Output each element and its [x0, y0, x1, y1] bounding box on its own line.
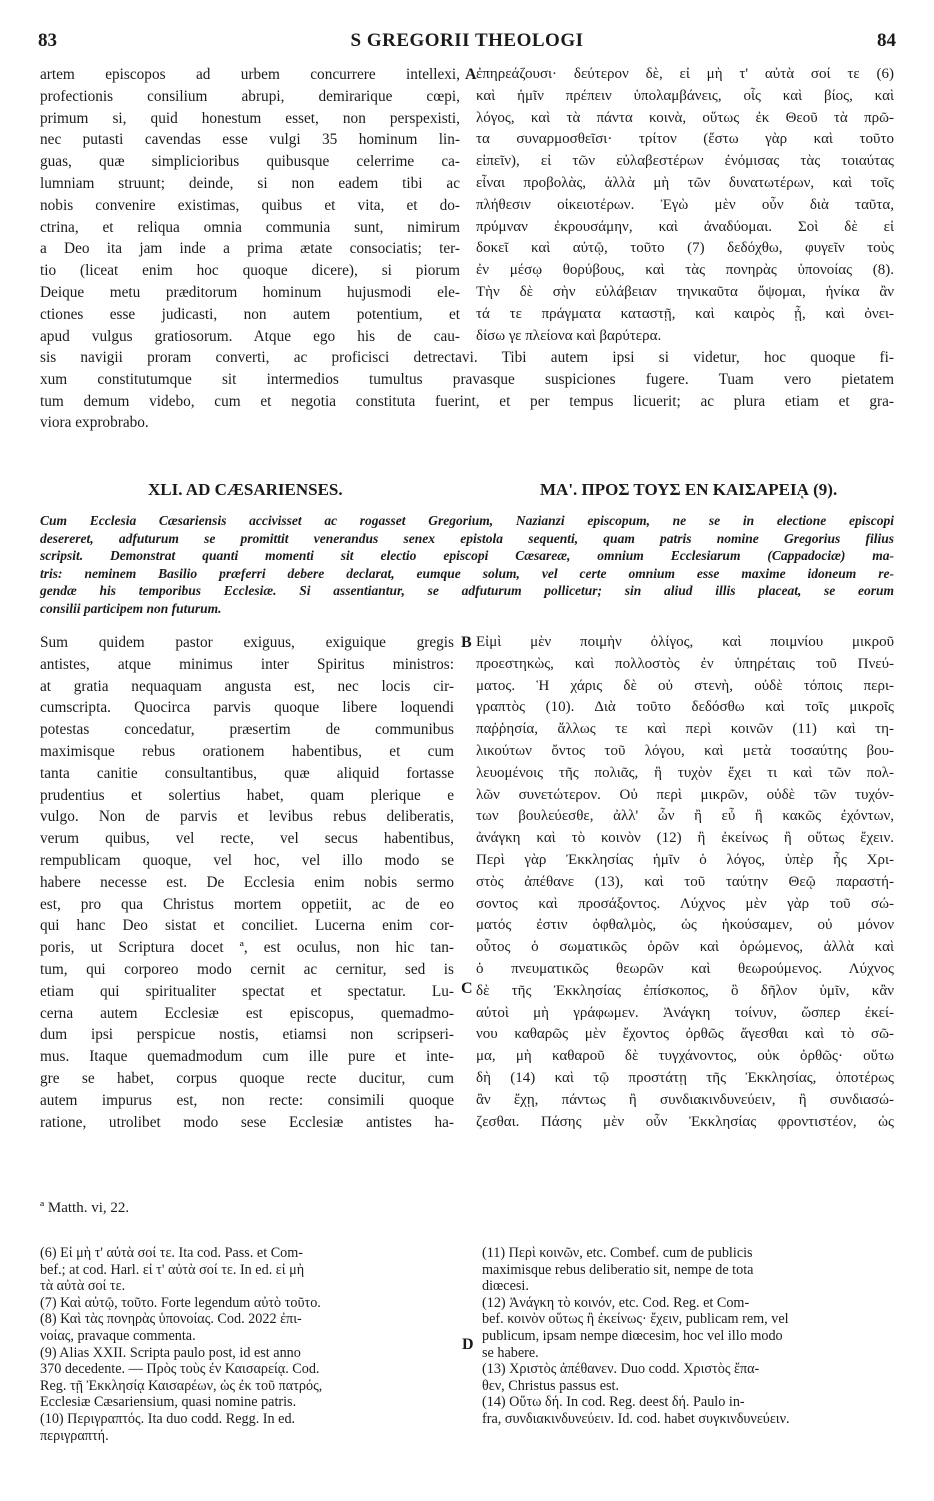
greek-text-line: Τὴν δὲ σὴν εὐλάβειαν τηνικαῦτα ὄψομαι, ἡνίκα ἂν [476, 283, 894, 300]
latin-text-line: Sum quidem pastor exiguus, exiguique gregis [40, 634, 454, 651]
page-number-right: 84 [877, 30, 896, 51]
latin-text-line: vulgo. Non de parvis et levibus rebus deliberatis, [40, 808, 454, 826]
full-width-text-line: sis navigii proram converti, ac proficisci detrectavi. Tibi autem ipsi si videtur, hoc quoque fi- [40, 349, 894, 366]
greek-text-line: δὲ τῆς Ἐκκλησίας ἐπίσκοπος, ὃ δῆλον ὑμῖν, κἂν [476, 982, 894, 999]
running-title: S GREGORII THEOLOGI [350, 30, 584, 51]
footnote-line: (11) Περὶ κοινῶν, etc. Combef. cum de publicis [482, 1245, 753, 1261]
greek-text-line: Εἰμὶ μὲν ποιμὴν ὀλίγος, καὶ ποιμνίου μικροῦ [476, 634, 894, 650]
greek-text-line: ἂν ἔχῃ, πάντως ἢ συνδιακινδυνεύειν, ἢ συνδιασώ- [476, 1091, 894, 1108]
greek-text-line: Περὶ γὰρ Ἐκκλησίας ἡμῖν ὁ λόγος, ὑπὲρ ἧς Χρι- [476, 851, 894, 868]
greek-text-line: τα συναρμοσθεῖσι· τρίτον (ἔστω γὰρ καὶ τοῦτο [476, 131, 894, 148]
greek-text-line: σοντος καὶ προσάξοντος. Λύχνος μὲν γὰρ τοῦ σώ- [476, 895, 894, 912]
greek-text-line: τά τε πράγματα καταστῇ, καὶ καιρὸς ᾖ, καὶ ὀνει- [476, 305, 894, 322]
footnote-line: (8) Καὶ τὰς πονηρὰς ὑπονοίας. Cod. 2022 ἐπι- [40, 1311, 302, 1328]
latin-text-line: qui hanc Deo sistat et conciliet. Lucerna enim cor- [40, 917, 454, 935]
greek-text-line: ἐπηρεάζουσι· δεύτερον δὲ, εἰ μὴ τ' αὐτὰ σοί τε (6) [476, 66, 894, 82]
latin-text-line: rempublicam quoque, vel hoc, vel illo modo se [40, 851, 454, 869]
latin-text-line: lumniam struunt; deinde, si non eadem tibi ac [40, 174, 460, 192]
top-full-width-text [40, 347, 894, 434]
latin-text-line: nec putasti cavendas esse vulgi 35 hominum lin- [40, 131, 460, 149]
summary-line: tris: neminem Basilio præferri debere declarat, eumque solum, vel certe omnium esse maxime idoneum re- [40, 565, 894, 581]
greek-text-line: ὁ πνευματικῶς θεωρῶν καὶ θεωρούμενος. Λύχνος [476, 960, 894, 977]
greek-text-line: οὗτος ὁ σωματικῶς ὁρῶν καὶ ὁρώμενος, ἀλλὰ καὶ [476, 939, 894, 956]
footnote-line: 370 decedente. — Πρὸς τοὺς ἐν Καισαρείᾳ. Cod. [40, 1361, 320, 1378]
footnote-line: bef. κοινὸν οὕτως ἢ ἐκείνως· ἔχειν, publicam rem, vel [482, 1311, 789, 1328]
footnote-line: (6) Εἰ μὴ τ' αὐτὰ σοί τε. Ita cod. Pass. et Com- [40, 1245, 304, 1261]
greek-text-line: στὸς ἀπέθανε (13), καὶ τοῦ ταύτην Θεῷ παραστή- [476, 873, 894, 890]
footnote-line: (13) Χριστὸς ἀπέθανεν. Duo codd. Χριστὸς ἔπα- [482, 1361, 760, 1378]
summary-line: consilii participem non futurum. [40, 600, 222, 616]
latin-text-line: dum ipsi perspicue nostis, etiamsi non scripseri- [40, 1026, 454, 1044]
footnotes-left [40, 1245, 452, 1444]
greek-text-line: μα, μὴ καθαροῦ δὲ τυγχάνοντος, οὐκ ὀρθῶς· οὕτω [476, 1048, 894, 1065]
latin-text-line: potestas concedatur, præsertim de communibus [40, 721, 454, 739]
latin-text-line: Deique metu præditorum hominum hujusmodi ele- [40, 283, 460, 301]
footnote-line: θεν, Christus passus est. [482, 1377, 620, 1394]
footnote-line: fra, συνδιακινδυνεύειν. Id. cod. habet συγκινδυνεύειν. [482, 1410, 790, 1427]
footnote-line: (10) Περιγραπτός. Ita duo codd. Regg. In ed. [40, 1410, 296, 1427]
section-latin-heading: XLI. AD CÆSARIENSES. [148, 480, 343, 499]
footnote-line: (12) Ἀνάγκη τὸ κοινόν, etc. Cod. Reg. et Com- [482, 1294, 750, 1311]
greek-text-line: καὶ ἡμῖν πρέπειν ὑπολαμβάνεις, οἷς καὶ βίος, καὶ [476, 87, 894, 104]
footnote-line: νοίας, pravaque commenta. [40, 1327, 196, 1344]
latin-text-line: gre se habet, corpus quoque recte ducitur, cum [40, 1069, 454, 1087]
latin-text-line: at gratia nequaquam angusta est, nec locis cir- [40, 677, 454, 695]
latin-text-line: ctiones esse judicasti, non autem potentium, et [40, 305, 460, 323]
footnote-line: diœcesi. [482, 1278, 529, 1295]
latin-text-line: tio (liceat enim hoc quoque dicere), si piorum [40, 262, 460, 280]
greek-text-line: πρύμναν ἐκρουσάμην, καὶ ἀναδύομαι. Σοὶ δὲ εἰ [476, 218, 894, 235]
top-greek-column [476, 64, 894, 347]
summary-line: gendæ his temporibus Ecclesiæ. Si assentiantur, se adfuturum pollicetur; sin aliud illis placeat, se eorum [40, 583, 894, 598]
greek-text-line: ματος. Ἡ χάρις δὲ οὐ στενὴ, οὐδὲ τόποις περι- [476, 677, 894, 694]
latin-text-line: verum quibus, vel recte, vel secus habentibus, [40, 830, 454, 848]
latin-text-line: mus. Itaque quemadmodum cum ille pure et inte- [40, 1048, 454, 1066]
greek-text-line: ἀνάγκη καὶ τὸ κοινὸν (12) ἢ ἐκείνως ἢ οὕτως ἔχειν. [476, 830, 894, 847]
latin-text-line: a Deo ita jam inde a prima ætate consociatis; ter- [40, 240, 460, 258]
top-latin-column [40, 64, 460, 347]
footnote-line: Ecclesiæ Cæsariensium, quasi nomine patris. [40, 1394, 297, 1411]
footnote-line: (14) Οὕτω δή. In cod. Reg. deest δή. Paulo in- [482, 1394, 745, 1411]
greek-text-line: λευομένοις τῆς πολιᾶς, ἣ τυχὸν ἔχει τι καὶ τῶν πολ- [476, 764, 894, 781]
greek-text-line: εἰπεῖν), εἰ τῶν εὐλαβεστέρων ἐνόμισας τὰς τοιαύτας [476, 153, 894, 170]
latin-text-line: artem episcopos ad urbem concurrere intellexi, [40, 66, 460, 83]
greek-text-line: γραπτὸς (10). Διὰ τοῦτο δεδόσθω καὶ τοῖς μικροῖς [476, 699, 894, 716]
running-header [38, 30, 896, 56]
greek-text-line: ζεσθαι. Πάσης μὲν οὖν Ἐκκλησίας φροντιστέον, ὡς [476, 1113, 894, 1130]
greek-text-line: πλήθεσιν οἰκειοτέρων. Ἐγὼ μὲν οὖν διὰ ταῦτα, [476, 196, 894, 213]
summary-line: scripsit. Demonstrat quanti momenti sit electio episcopi Cæsareæ, omnium Ecclesiarum (Cappadociæ) ma- [40, 548, 894, 563]
margin-marker-d: D [462, 1336, 474, 1353]
latin-text-line: tanta canitie consultantibus, quæ aliquid fortasse [40, 764, 454, 782]
full-width-text-line: viora exprobrabo. [40, 414, 149, 432]
greek-text-line: δὴ (14) καὶ τῷ προστάτῃ τῆς Ἐκκλησίας, ὁποτέρως [476, 1069, 894, 1086]
latin-text-line: antistes, atque minimus inter Spiritus ministros: [40, 655, 454, 673]
latin-text-line: autem impurus est, non recte: consimili quoque [40, 1091, 454, 1109]
epistle-summary [40, 512, 894, 617]
greek-text-line: δοκεῖ καὶ αὐτῷ, τοῦτο (7) δεδόχθω, φυγεῖν τοὺς [476, 240, 894, 257]
latin-text-line: est, pro qua Christus mortem oppetiit, ac de eo [40, 895, 454, 913]
latin-text-line: cerna autem Ecclesiæ est episcopus, quemadmo- [40, 1004, 454, 1022]
scripture-reference: ª Matth. vi, 22. [40, 1200, 130, 1216]
latin-text-line: prudentius et solertius habet, quam plerique e [40, 786, 454, 804]
latin-text-line: nobis convenire existimas, quibus et vita, et do- [40, 196, 460, 214]
full-width-text-line: xum constitutumque sit intermedios tumultus pravasque suspiciones fugere. Tuam vero pietatem [40, 370, 894, 388]
page-number-left: 83 [38, 30, 57, 51]
greek-text-line: λόγος, καὶ τὰ πάντα κοινὰ, οὕτως ἐκ Θεοῦ τὰ πρῶ- [476, 109, 894, 126]
footnote-line: τὰ αὐτὰ σοί τε. [40, 1278, 126, 1295]
footnote-line: publicum, ipsam nempe diœcesim, hoc vel illo modo [482, 1327, 783, 1344]
footnotes-right [482, 1245, 894, 1428]
margin-marker-b: B [461, 634, 472, 651]
greek-text-line: λικούτων ὄντος τοῦ λόγου, καὶ μετὰ τοσαύτης βου- [476, 742, 894, 759]
latin-text-line: cumscripta. Quocirca parvis quoque libere loquendi [40, 699, 454, 717]
footnote-line: περιγραπτή. [40, 1427, 109, 1444]
latin-text-line: guas, quæ simplicioribus quibusque celerrime ca- [40, 153, 460, 171]
full-width-text-line: tum demum videbo, cum et negotia constituta fuerint, et per tempus licuerit; ac plura etiam et gra- [40, 392, 894, 410]
latin-text-line: maximisque rebus orationem habentibus, et cum [40, 742, 454, 760]
footnote-line: bef.; at cod. Harl. εἰ τ' αὐτὰ σοί τε. In ed. εἰ μὴ [40, 1261, 305, 1278]
latin-text-line: ratione, utrolibet modo sese Ecclesiæ antistes ha- [40, 1113, 454, 1131]
footnote-line: se habere. [482, 1344, 539, 1361]
footnote-line: (9) Alias XXII. Scripta paulo post, id est anno [40, 1344, 301, 1361]
footnote-line: Reg. τῇ Ἐκκλησίᾳ Καισαρέων, ὡς ἐκ τοῦ πατρός, [40, 1377, 323, 1394]
greek-text-line: αὐτοὶ μὴ γράφωμεν. Ἀνάγκη τοίνυν, ὥσπερ ἐκεί- [476, 1004, 894, 1021]
greek-text-line: παῤῥησία, ἄλλως τε καὶ περὶ κοινῶν (11) καὶ τη- [476, 721, 894, 738]
greek-text-line: δίσω γε πλείονα καὶ βαρύτερα. [476, 327, 662, 344]
latin-text-line: poris, ut Scriptura docet ª, est oculus, non hic tan- [40, 939, 454, 957]
main-greek-column [476, 632, 894, 1133]
latin-text-line: habere necesse est. De Ecclesia enim nobis sermo [40, 873, 454, 891]
latin-text-line: apud vulgus gratiosorum. Atque ego his de cau- [40, 327, 460, 345]
margin-marker-a: A [465, 66, 477, 83]
summary-line: Cum Ecclesia Cæsariensis accivisset ac rogasset Gregorium, Nazianzi episcopum, ne se in electione episcopi [40, 513, 894, 528]
greek-text-line: λῶν συνετώτερον. Οὐ περὶ μικρῶν, οὐδὲ τῶν τυχόν- [476, 786, 894, 803]
greek-text-line: ματός ἐστιν ὀφθαλμὸς, ὡς ἠκούσαμεν, οὐ μόνον [476, 917, 894, 934]
greek-text-line: προεστηκὼς, καὶ πολλοστὸς ἐν ὑπηρέταις τοῦ Πνεύ- [476, 655, 894, 672]
latin-text-line: etiam qui spiritualiter spectat et spectatur. Lu- [40, 982, 454, 1000]
section-greek-heading: ΜΑ'. ΠΡΟΣ ΤΟΥΣ ΕΝ ΚΑΙΣΑΡΕΙᾼ (9). [540, 480, 838, 499]
main-latin-column [40, 632, 454, 1133]
margin-marker-c: C [461, 980, 473, 997]
footnote-line: maximisque rebus deliberatio sit, nempe de tota [482, 1261, 754, 1278]
latin-text-line: primum si, quid honestum esset, non perspexisti, [40, 109, 460, 127]
greek-text-line: ἐν μέσῳ θορύβους, καὶ τὰς πονηρὰς ὑπονοίας (8). [476, 262, 894, 279]
latin-text-line: ctrina, et reliqua omnia communia sunt, nimirum [40, 218, 460, 236]
summary-line: desereret, adfuturum se promittit venerandus senex epistola sequenti, quam patris nomine Gregorius filius [40, 530, 894, 546]
greek-text-line: νου καθαρῶς μὲν ἔχοντος ὀρθῶς ἄγεσθαι καὶ τὸ σῶ- [476, 1026, 894, 1043]
footnote-line: (7) Καὶ αὐτῷ, τοῦτο. Forte legendum αὐτὸ τοῦτο. [40, 1294, 321, 1311]
greek-text-line: εἶναι προβολὰς, ἀλλὰ μὴ τῶν δυνατωτέρων, καὶ τοῖς [476, 174, 894, 191]
latin-text-line: tum, qui corporeo modo cernit ac cernitur, sed is [40, 960, 454, 978]
latin-text-line: profectionis consilium abrupi, demirarique cœpi, [40, 87, 460, 105]
greek-text-line: των βουλεύεσθε, ἀλλ' ὧν ἢ εὖ ἢ κακῶς ἐχόντων, [476, 808, 894, 825]
